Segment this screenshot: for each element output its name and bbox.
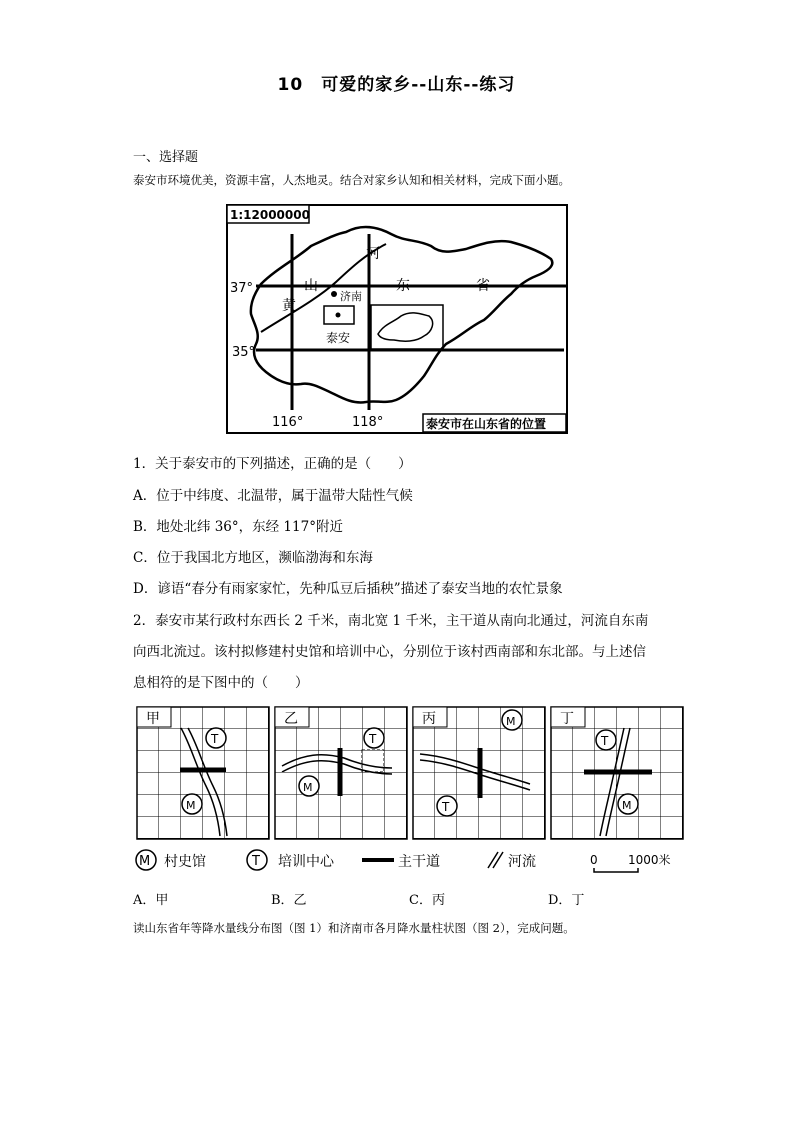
lon-118-label: 118° [352,415,384,430]
panel-jia [137,707,269,839]
province-label-2: 东 [396,278,410,294]
panel-legend [134,846,694,876]
legend-museum: 村史馆 [164,854,206,870]
river-label-1: 黄 [282,298,296,314]
panel-ding-m: M [622,799,632,812]
intro-text: 泰安市环境优美，资源丰富，人杰地灵。结合对家乡认知和相关材料，完成下面小题。 [133,173,570,187]
section-heading: 一、选择题 [133,150,199,165]
panel-ding-t: T [601,734,609,748]
legend-river: 河流 [508,854,536,870]
legend-scale-1000: 1000米 [628,853,671,867]
outro-text: 读山东省年等降水量线分布图（图 1）和济南市各月降水量柱状图（图 2），完成问题。 [133,921,575,935]
legend-t-symbol: T [252,854,260,869]
lon-116-label: 116° [272,415,304,430]
panel-ding-label: 丁 [560,711,574,727]
river-label-2: 河 [366,246,380,262]
q1-option-d: D．谚语“春分有雨家家忙，先种瓜豆后插秧”描述了泰安当地的农忙景象 [133,581,563,597]
q1-stem: 1．关于泰安市的下列描述，正确的是（ ） [133,456,412,472]
panel-yi-label: 乙 [284,711,298,727]
panel-bing [413,707,545,839]
q1-option-a: A．位于中纬度、北温带，属于温带大陆性气候 [133,488,413,504]
q2-option-c: C．丙 [409,893,445,908]
q2-option-d: D．丁 [548,893,585,908]
q2-line-2: 向西北流过。该村拟修建村史馆和培训中心，分别位于该村西南部和东北部。与上述信 [133,644,646,660]
lat-35-label: 35° [232,345,256,360]
page-title: 10 可爱的家乡--山东--练习 [277,75,516,95]
lat-37-label: 37° [230,281,254,296]
legend-scale-zero: 0 [590,853,598,867]
panel-bing-m: M [506,715,516,728]
panel-yi-t: T [369,732,377,746]
panel-jia-label: 甲 [146,711,160,727]
panel-jia-m: M [186,799,196,812]
legend-m-symbol: M [139,854,151,869]
q1-option-c: C．位于我国北方地区，濒临渤海和东海 [133,550,373,566]
map-scale: 1:12000000 [230,208,310,222]
legend-training: 培训中心 [278,854,334,870]
panel-yi-m: M [303,781,313,794]
panel-ding [551,707,683,839]
panel-bing-label: 丙 [422,711,436,727]
legend-road: 主干道 [398,854,440,870]
q2-line-3: 息相符的是下图中的（ ） [133,675,309,691]
city-jinan-label: 济南 [340,290,362,303]
q2-option-a: A．甲 [133,893,169,908]
q2-option-b: B．乙 [271,893,307,908]
q1-option-b: B．地处北纬 36°，东经 117°附近 [133,519,343,535]
panel-bing-t: T [442,800,450,814]
province-label-3: 省 [476,278,490,294]
map-caption: 泰安市在山东省的位置 [426,417,547,431]
shandong-map [226,204,568,434]
panel-jia-t: T [211,732,219,746]
q2-line-1: 2．泰安市某行政村东西长 2 千米，南北宽 1 千米，主干道从南向北通过，河流自东南 [133,613,649,629]
province-label-1: 山 [304,278,318,294]
city-taian-label: 泰安 [326,331,351,345]
panel-yi [275,707,407,839]
village-option-panels [136,706,684,842]
